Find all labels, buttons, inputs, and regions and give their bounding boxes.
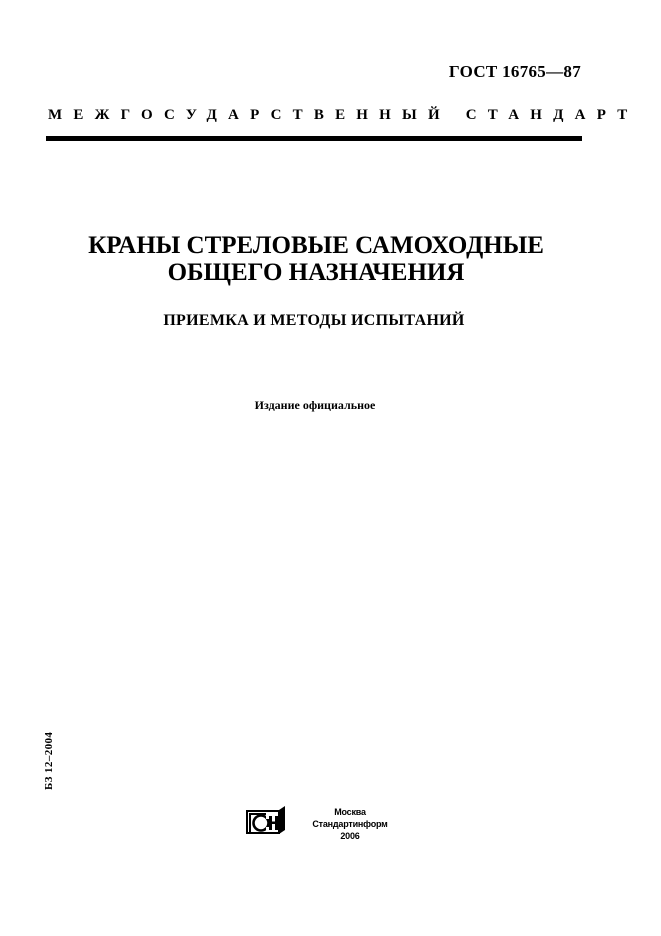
publisher-city: Москва — [334, 807, 366, 817]
document-title-line-1: КРАНЫ СТРЕЛОВЫЕ САМОХОДНЫЕ — [88, 232, 544, 259]
gost-number: ГОСТ 16765—87 — [448, 62, 581, 81]
standartinform-logo-icon — [246, 806, 286, 836]
document-title — [0, 232, 631, 286]
heading-rule — [46, 136, 582, 141]
document-subtitle: ПРИЕМКА И МЕТОДЫ ИСПЫТАНИЙ — [163, 312, 465, 329]
publisher-name: Стандартинформ — [312, 819, 388, 829]
publisher-block — [300, 806, 400, 842]
standard-kind-heading: МЕЖГОСУДАРСТВЕННЫЙ СТАНДАРТ — [48, 107, 639, 123]
side-code: БЗ 12–2004 — [43, 731, 55, 790]
edition-note: Издание официальное — [254, 398, 376, 412]
document-title-line-2: ОБЩЕГО НАЗНАЧЕНИЯ — [167, 259, 465, 286]
publisher-year: 2006 — [340, 831, 360, 841]
